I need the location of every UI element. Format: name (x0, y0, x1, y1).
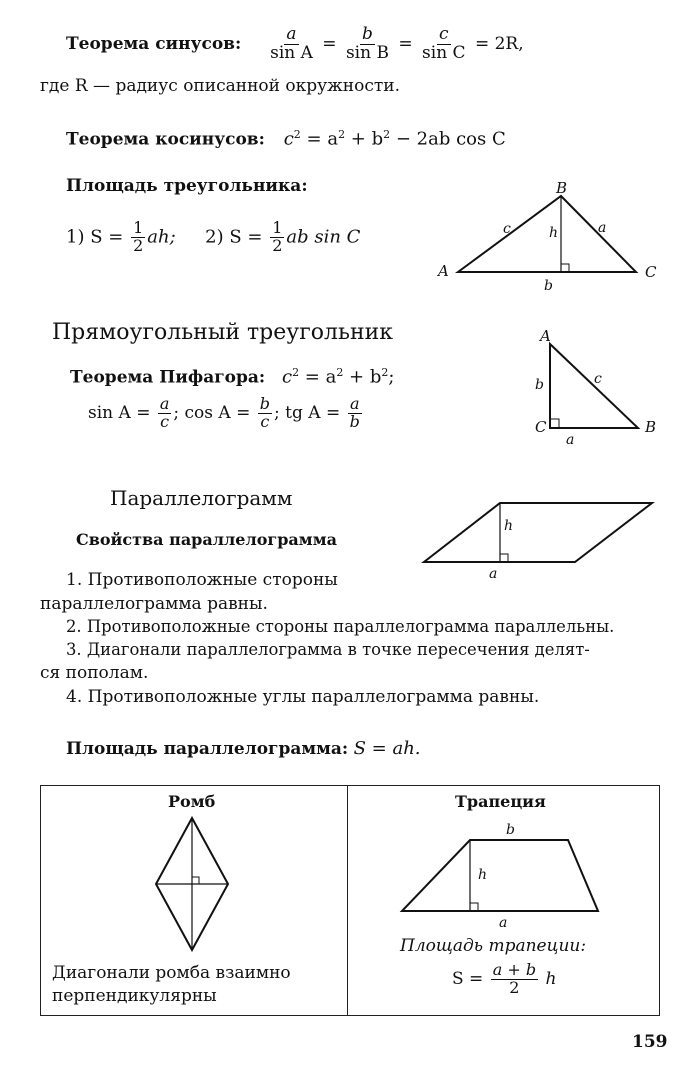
trig-ratios: sin A = $\frac{a}{c}$ ; cos A = $\frac{b}{c}$ ; tg A = $\frac{a}{b}$ (88, 394, 360, 431)
side-a-label: a (598, 220, 607, 236)
sine-theorem-label: Теорема синусов: (66, 33, 242, 54)
parallelogram-props-heading: Свойства параллелограмма (76, 530, 337, 549)
sine-fraction-b: $\frac{b}{\text{sin B}}$ (345, 24, 389, 63)
parallelogram-h-label: h (504, 518, 514, 534)
right-triangle-heading: Прямоугольный треугольник (52, 320, 394, 345)
sine-fraction-c: $\frac{c}{\text{sin C}}$ (422, 24, 466, 63)
trapezoid-h-label: h (478, 867, 488, 883)
parallelogram-heading: Параллелограмм (110, 486, 293, 510)
parallelogram-a-label: a (489, 566, 498, 582)
sine-note: где R — радиус описанной окружности. (40, 76, 400, 96)
vertex-b-label: B (556, 179, 568, 197)
property-3-line-2: ся пополам. (40, 663, 149, 683)
trapezoid-area-label: Площадь трапеции: (400, 936, 587, 956)
trapezoid-a-label: a (499, 915, 508, 931)
parallelogram-area-formula: S = ah. (353, 738, 421, 759)
sine-theorem: Теорема синусов: $\frac{a}{\text{sin A}}$ = $\frac{b}{\text{sin B}}$ = $\frac{c}{\text{sin C}}$ = 2R, (66, 24, 524, 63)
rt-side-b-label: b (535, 377, 544, 393)
property-1-line-2: параллелограмма равны. (40, 594, 268, 614)
rhombus-caption-line-1: Диагонали ромба взаимно (52, 963, 291, 983)
rhombus-caption-line-2: перпендикулярны (52, 986, 217, 1006)
side-c-label: c (503, 221, 511, 237)
height-h-label: h (549, 225, 559, 241)
pythagorean-theorem: Теорема Пифагора: $c^2 = a^2 + b^2$; (70, 366, 395, 388)
rt-vertex-b-label: B (645, 418, 657, 436)
page-number: 159 (632, 1032, 668, 1052)
rt-vertex-c-label: C (535, 418, 547, 436)
parallelogram-area: Площадь параллелограмма: S = ah. (66, 738, 421, 759)
cosine-theorem-label: Теорема косинусов: (66, 129, 265, 150)
property-3-line-1: 3. Диагонали параллелограмма в точке пересечения делят- (66, 640, 590, 659)
trapezoid-area-formula: S = $\frac{a + b}{2}$ h (452, 960, 557, 997)
sine-tail: = 2R, (474, 33, 524, 54)
sine-fraction-a: $\frac{a}{\text{sin A}}$ (270, 24, 313, 63)
rt-vertex-a-label: A (540, 327, 551, 345)
side-b-label: b (544, 278, 553, 294)
trapezoid-b-label: b (506, 822, 515, 838)
shapes-table-divider (347, 785, 348, 1015)
rt-side-c-label: c (594, 371, 602, 387)
vertex-a-label: A (438, 262, 449, 280)
property-4: 4. Противоположные углы параллелограмма равны. (66, 687, 540, 707)
rhombus-title: Ромб (168, 792, 216, 811)
vertex-c-label: C (645, 263, 657, 281)
triangle-area-heading: Площадь треугольника: (66, 176, 308, 196)
property-1-line-1: 1. Противоположные стороны (66, 570, 338, 590)
triangle-area-formulas: 1) S = $\frac{1}{2}$ ah; 2) S = $\frac{1}{2}$ ab sin C (66, 218, 361, 255)
property-2: 2. Противоположные стороны параллелограмма параллельны. (66, 617, 615, 636)
rt-side-a-label: a (566, 432, 575, 448)
trapezoid-title: Трапеция (455, 792, 546, 811)
cosine-theorem: Теорема косинусов: $c^2 = a^2 + b^2 - 2ab$ cos C (66, 128, 506, 150)
